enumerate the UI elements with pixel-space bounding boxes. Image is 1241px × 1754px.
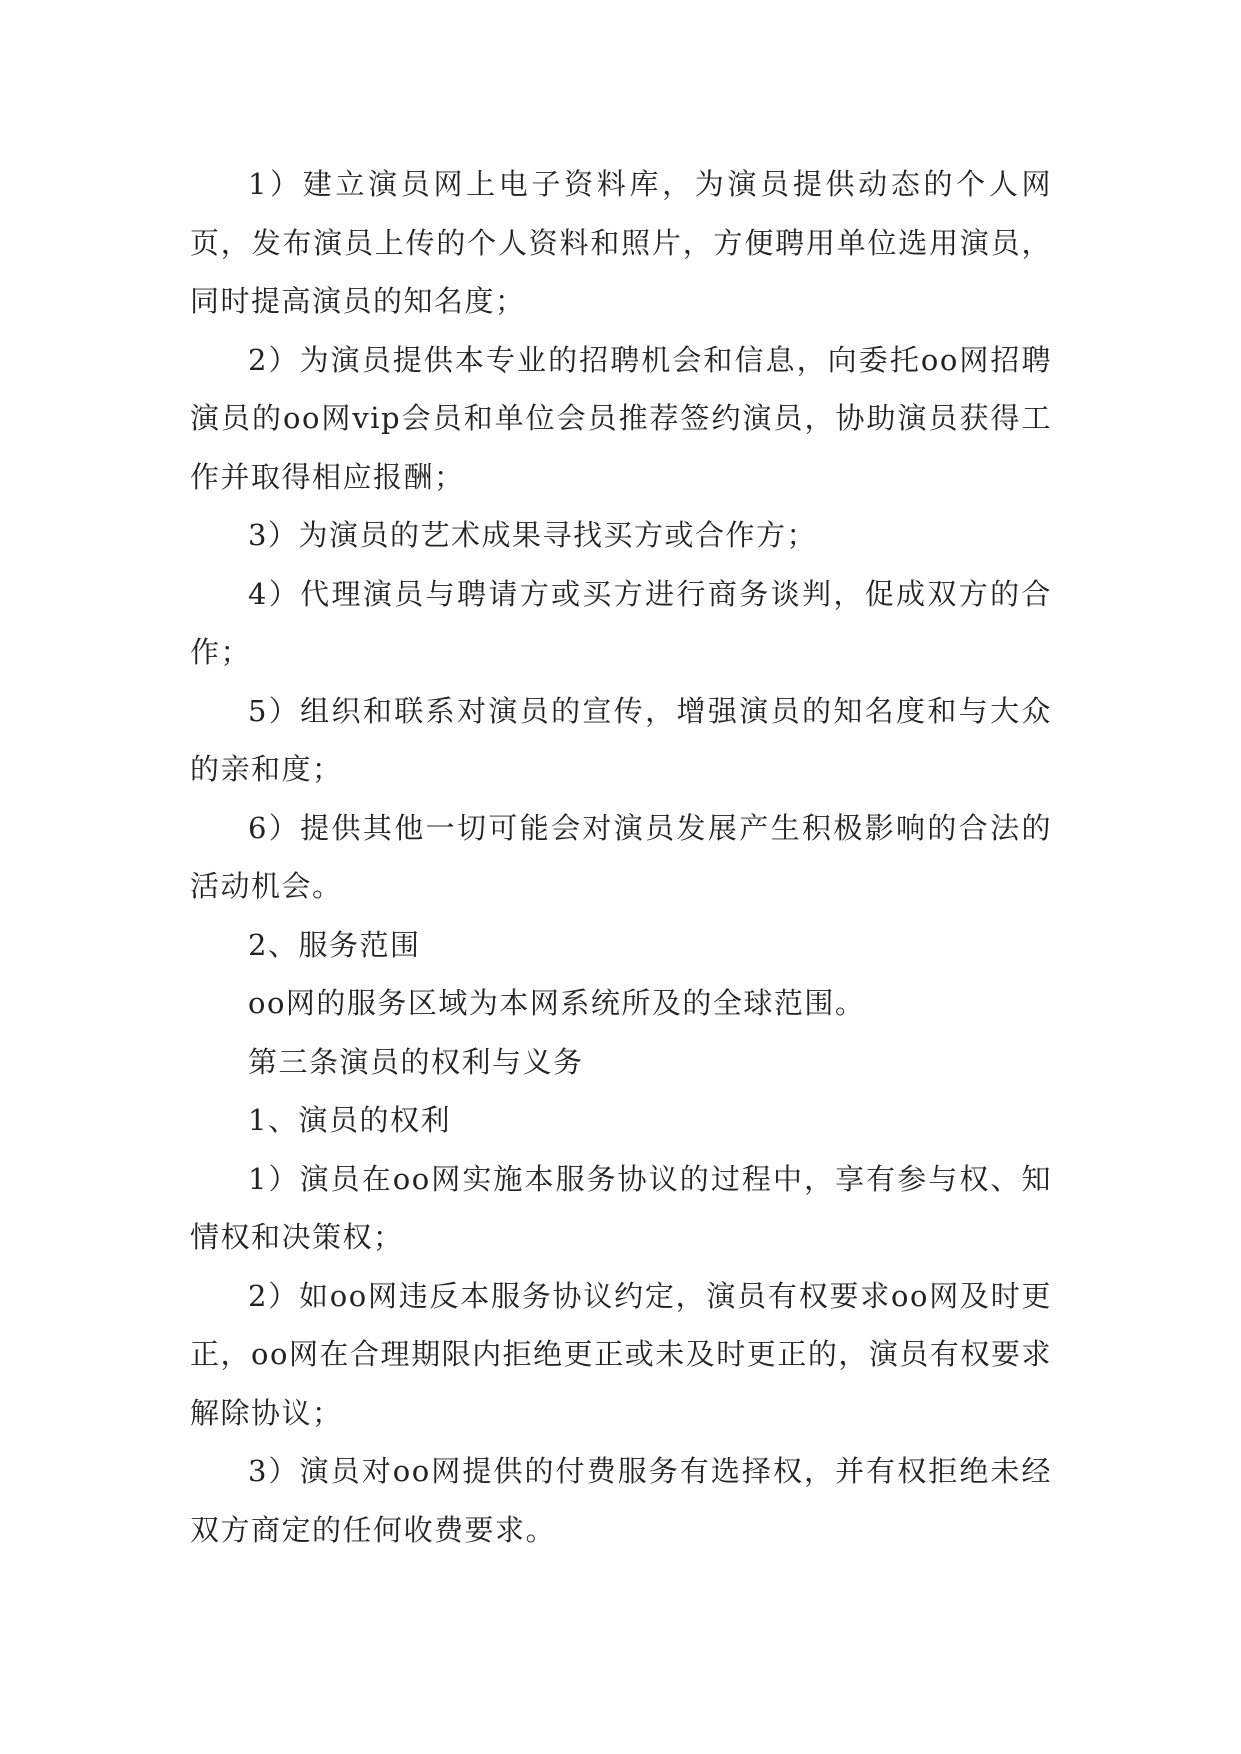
paragraph-service-1: 1）建立演员网上电子资料库，为演员提供动态的个人网页，发布演员上传的个人资料和照片，方便聘用单位选用演员，同时提高演员的知名度； — [190, 167, 1052, 318]
paragraph-service-4: 4）代理演员与聘请方或买方进行商务谈判，促成双方的合作； — [190, 576, 1052, 669]
paragraph-service-scope: oo网的服务区域为本网系统所及的全球范围。 — [248, 986, 866, 1020]
paragraph-right-2: 2）如oo网违反本服务协议约定，演员有权要求oo网及时更正，oo网在合理期限内拒绝更正或未及时更正的，演员有权要求解除协议； — [190, 1278, 1052, 1430]
section-heading-actor-rights: 1、演员的权利 — [248, 1103, 451, 1137]
article-heading-actor-rights-obligations: 第三条演员的权利与义务 — [248, 1044, 584, 1079]
paragraph-right-3: 3）演员对oo网提供的付费服务有选择权，并有权拒绝未经双方商定的任何收费要求。 — [190, 1454, 1052, 1547]
paragraph-service-6: 6）提供其他一切可能会对演员发展产生积极影响的合法的活动机会。 — [190, 810, 1052, 903]
paragraph-service-2: 2）为演员提供本专业的招聘机会和信息，向委托oo网招聘演员的oo网vip会员和单位会员推荐签约演员，协助演员获得工作并取得相应报酬； — [190, 342, 1052, 494]
paragraph-service-3: 3）为演员的艺术成果寻找买方或合作方； — [248, 518, 817, 552]
section-heading-service-scope: 2、服务范围 — [248, 927, 421, 962]
paragraph-right-1: 1）演员在oo网实施本服务协议的过程中，享有参与权、知情权和决策权； — [190, 1161, 1052, 1254]
document-body — [190, 155, 1052, 1559]
paragraph-service-5: 5）组织和联系对演员的宣传，增强演员的知名度和与大众的亲和度； — [190, 693, 1052, 786]
